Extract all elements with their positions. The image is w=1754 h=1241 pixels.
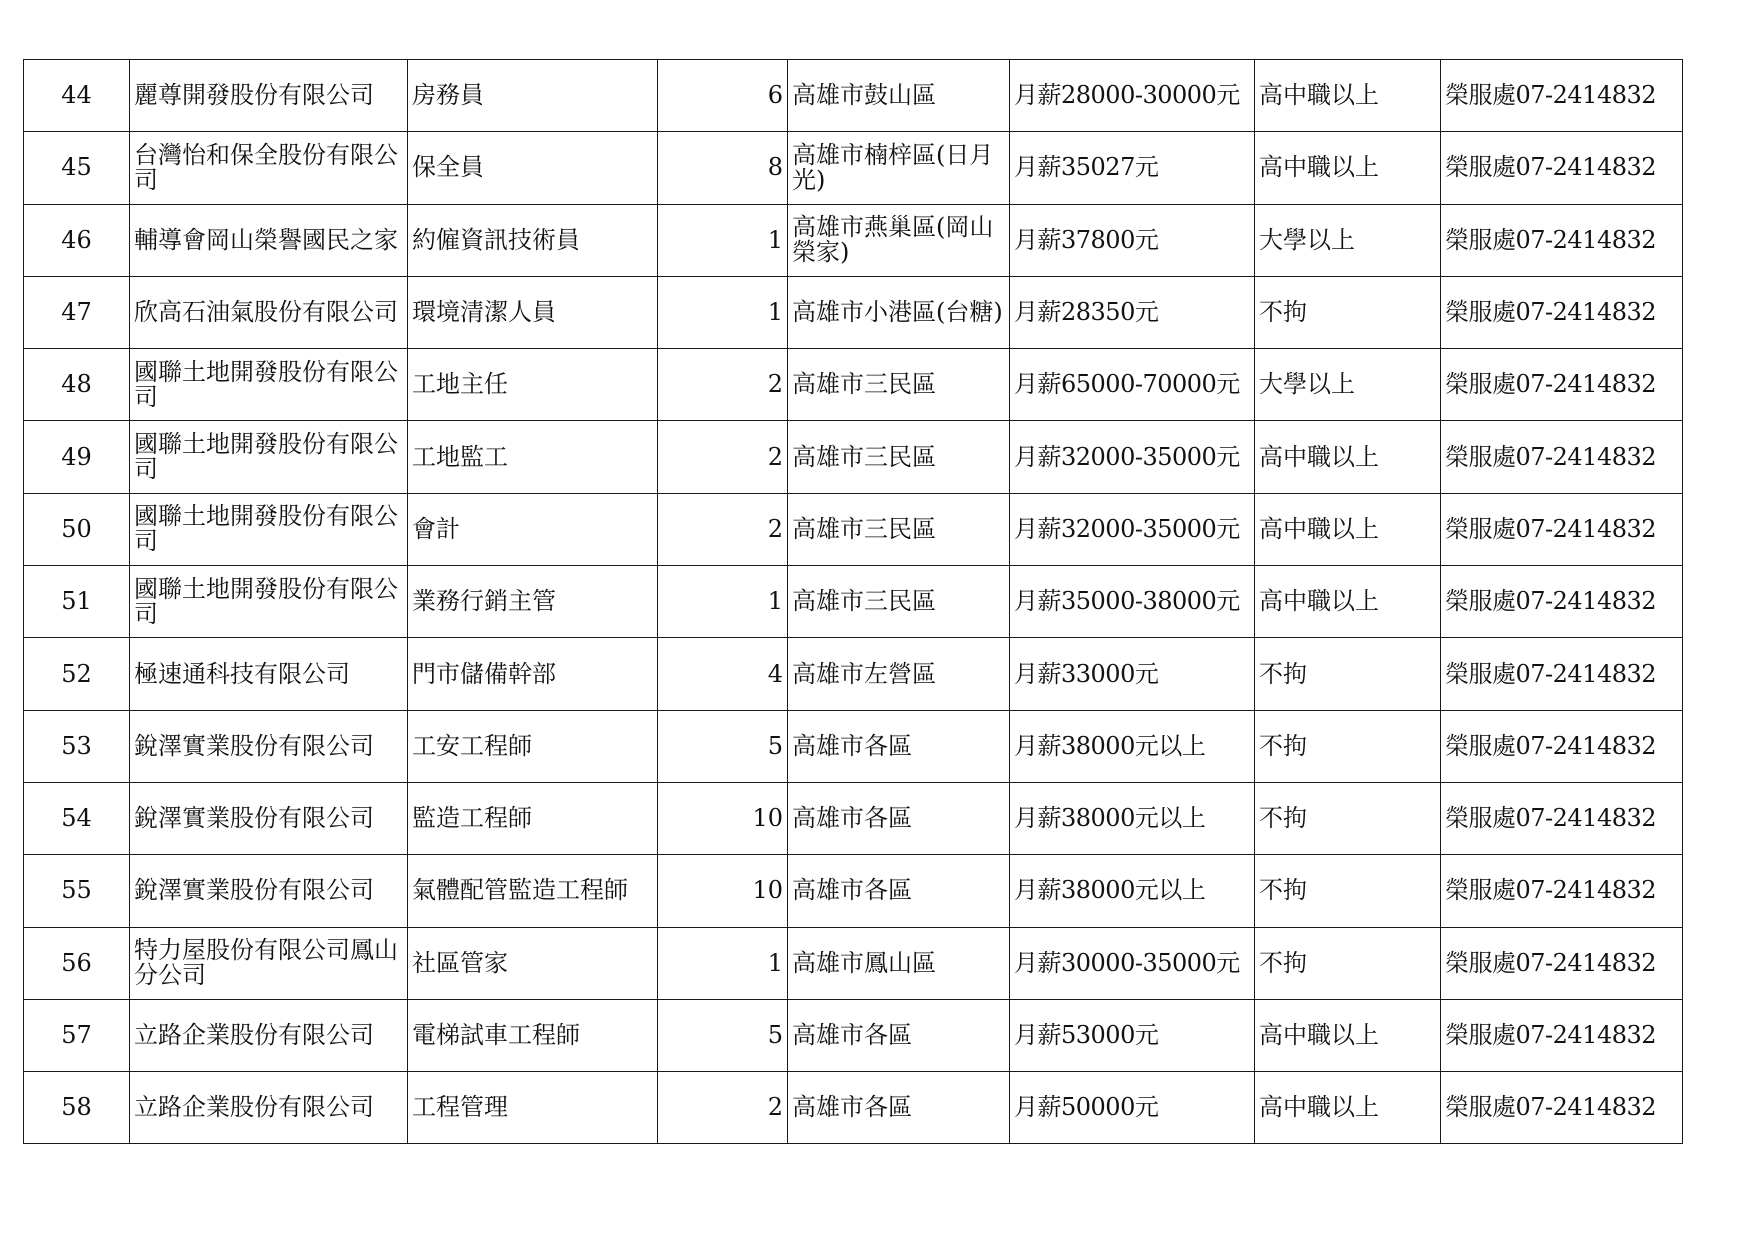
education-requirement: 不拘 [1255,638,1441,710]
company-name: 國聯土地開發股份有限公司 [130,421,408,493]
contact-info: 榮服處07-2414832 [1441,782,1683,854]
row-number: 48 [24,349,130,421]
table-row [24,855,1683,927]
salary: 月薪38000元以上 [1010,710,1255,782]
company-name: 銳澤實業股份有限公司 [130,855,408,927]
table-row [24,276,1683,348]
hiring-count: 2 [658,1072,788,1144]
education-requirement: 高中職以上 [1255,132,1441,204]
work-location: 高雄市鼓山區 [788,60,1010,132]
row-number: 49 [24,421,130,493]
education-requirement: 不拘 [1255,782,1441,854]
table-row [24,204,1683,276]
table-row [24,638,1683,710]
salary: 月薪50000元 [1010,1072,1255,1144]
hiring-count: 1 [658,566,788,638]
work-location: 高雄市楠梓區(日月光) [788,132,1010,204]
contact-info: 榮服處07-2414832 [1441,349,1683,421]
hiring-count: 1 [658,204,788,276]
company-name: 特力屋股份有限公司鳳山分公司 [130,927,408,999]
work-location: 高雄市三民區 [788,493,1010,565]
table-body [24,60,1683,1144]
row-number: 57 [24,999,130,1071]
table-row [24,132,1683,204]
row-number: 44 [24,60,130,132]
table-row [24,927,1683,999]
contact-info: 榮服處07-2414832 [1441,421,1683,493]
company-name: 欣高石油氣股份有限公司 [130,276,408,348]
row-number: 46 [24,204,130,276]
work-location: 高雄市小港區(台糖) [788,276,1010,348]
hiring-count: 4 [658,638,788,710]
job-position: 工程管理 [408,1072,658,1144]
row-number: 45 [24,132,130,204]
salary: 月薪53000元 [1010,999,1255,1071]
salary: 月薪28350元 [1010,276,1255,348]
company-name: 台灣怡和保全股份有限公司 [130,132,408,204]
education-requirement: 大學以上 [1255,349,1441,421]
contact-info: 榮服處07-2414832 [1441,566,1683,638]
row-number: 58 [24,1072,130,1144]
work-location: 高雄市各區 [788,999,1010,1071]
job-position: 監造工程師 [408,782,658,854]
contact-info: 榮服處07-2414832 [1441,493,1683,565]
hiring-count: 8 [658,132,788,204]
salary: 月薪38000元以上 [1010,782,1255,854]
company-name: 國聯土地開發股份有限公司 [130,349,408,421]
education-requirement: 高中職以上 [1255,1072,1441,1144]
contact-info: 榮服處07-2414832 [1441,1072,1683,1144]
salary: 月薪37800元 [1010,204,1255,276]
table-row [24,493,1683,565]
work-location: 高雄市三民區 [788,349,1010,421]
table-row [24,349,1683,421]
salary: 月薪65000-70000元 [1010,349,1255,421]
contact-info: 榮服處07-2414832 [1441,927,1683,999]
job-position: 約僱資訊技術員 [408,204,658,276]
contact-info: 榮服處07-2414832 [1441,276,1683,348]
salary: 月薪35000-38000元 [1010,566,1255,638]
work-location: 高雄市鳳山區 [788,927,1010,999]
salary: 月薪35027元 [1010,132,1255,204]
hiring-count: 5 [658,999,788,1071]
company-name: 立路企業股份有限公司 [130,999,408,1071]
company-name: 麗尊開發股份有限公司 [130,60,408,132]
job-position: 會計 [408,493,658,565]
salary: 月薪33000元 [1010,638,1255,710]
salary: 月薪30000-35000元 [1010,927,1255,999]
salary: 月薪28000-30000元 [1010,60,1255,132]
hiring-count: 2 [658,349,788,421]
hiring-count: 1 [658,276,788,348]
hiring-count: 1 [658,927,788,999]
table-row [24,566,1683,638]
salary: 月薪32000-35000元 [1010,493,1255,565]
education-requirement: 高中職以上 [1255,493,1441,565]
work-location: 高雄市三民區 [788,421,1010,493]
row-number: 51 [24,566,130,638]
row-number: 56 [24,927,130,999]
contact-info: 榮服處07-2414832 [1441,132,1683,204]
education-requirement: 不拘 [1255,710,1441,782]
table-row [24,782,1683,854]
company-name: 銳澤實業股份有限公司 [130,782,408,854]
job-position: 電梯試車工程師 [408,999,658,1071]
job-position: 保全員 [408,132,658,204]
job-position: 氣體配管監造工程師 [408,855,658,927]
education-requirement: 大學以上 [1255,204,1441,276]
work-location: 高雄市左營區 [788,638,1010,710]
contact-info: 榮服處07-2414832 [1441,60,1683,132]
contact-info: 榮服處07-2414832 [1441,999,1683,1071]
table-row [24,421,1683,493]
education-requirement: 高中職以上 [1255,566,1441,638]
job-position: 工地主任 [408,349,658,421]
work-location: 高雄市三民區 [788,566,1010,638]
table-row [24,999,1683,1071]
company-name: 國聯土地開發股份有限公司 [130,493,408,565]
contact-info: 榮服處07-2414832 [1441,638,1683,710]
row-number: 47 [24,276,130,348]
company-name: 立路企業股份有限公司 [130,1072,408,1144]
education-requirement: 高中職以上 [1255,999,1441,1071]
work-location: 高雄市各區 [788,855,1010,927]
table-row [24,710,1683,782]
education-requirement: 高中職以上 [1255,421,1441,493]
salary: 月薪38000元以上 [1010,855,1255,927]
job-position: 社區管家 [408,927,658,999]
education-requirement: 高中職以上 [1255,60,1441,132]
education-requirement: 不拘 [1255,927,1441,999]
work-location: 高雄市各區 [788,782,1010,854]
job-position: 門市儲備幹部 [408,638,658,710]
contact-info: 榮服處07-2414832 [1441,710,1683,782]
hiring-count: 2 [658,493,788,565]
row-number: 52 [24,638,130,710]
row-number: 55 [24,855,130,927]
company-name: 輔導會岡山榮譽國民之家 [130,204,408,276]
work-location: 高雄市各區 [788,1072,1010,1144]
hiring-count: 10 [658,782,788,854]
work-location: 高雄市各區 [788,710,1010,782]
hiring-count: 10 [658,855,788,927]
job-listings-table [23,59,1683,1144]
contact-info: 榮服處07-2414832 [1441,204,1683,276]
job-position: 業務行銷主管 [408,566,658,638]
table-row [24,60,1683,132]
hiring-count: 2 [658,421,788,493]
job-position: 工安工程師 [408,710,658,782]
contact-info: 榮服處07-2414832 [1441,855,1683,927]
row-number: 54 [24,782,130,854]
company-name: 極速通科技有限公司 [130,638,408,710]
job-position: 環境清潔人員 [408,276,658,348]
job-position: 工地監工 [408,421,658,493]
education-requirement: 不拘 [1255,276,1441,348]
row-number: 50 [24,493,130,565]
job-position: 房務員 [408,60,658,132]
company-name: 銳澤實業股份有限公司 [130,710,408,782]
table-row [24,1072,1683,1144]
education-requirement: 不拘 [1255,855,1441,927]
company-name: 國聯土地開發股份有限公司 [130,566,408,638]
work-location: 高雄市燕巢區(岡山榮家) [788,204,1010,276]
salary: 月薪32000-35000元 [1010,421,1255,493]
hiring-count: 5 [658,710,788,782]
row-number: 53 [24,710,130,782]
hiring-count: 6 [658,60,788,132]
